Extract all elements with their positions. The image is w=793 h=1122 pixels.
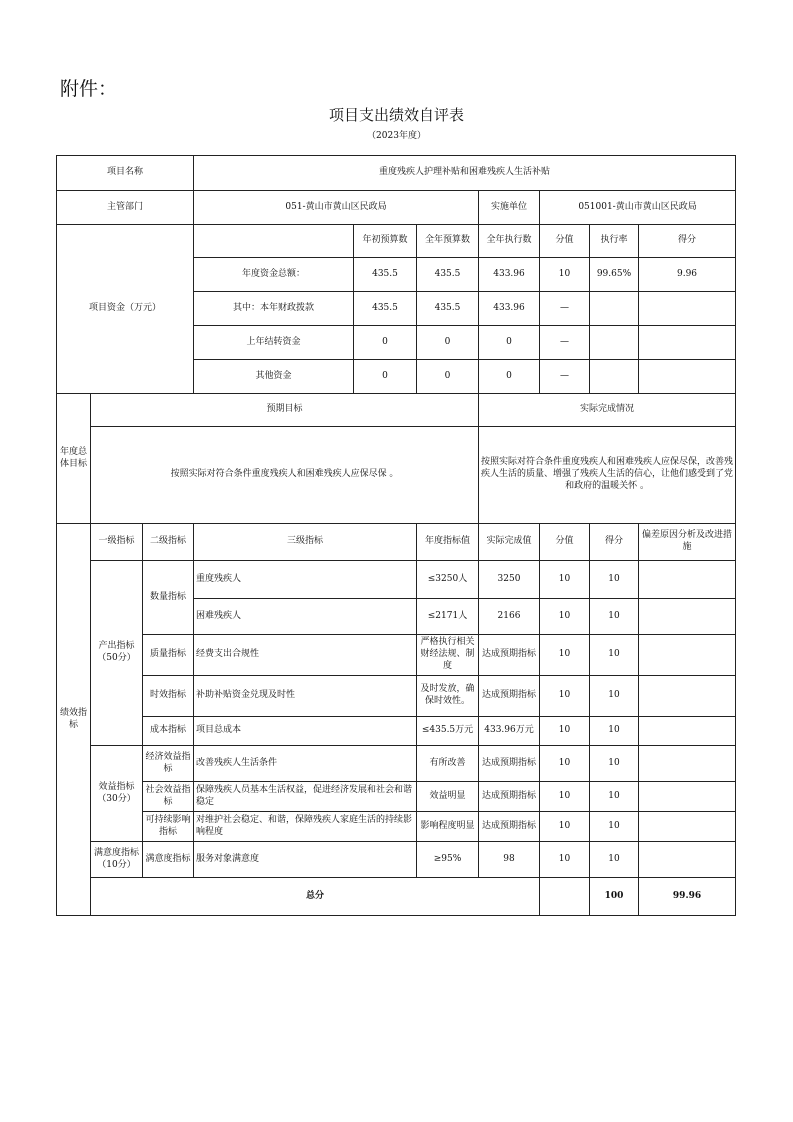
funds-row-score — [639, 292, 736, 326]
header-score: 得分 — [590, 524, 639, 561]
project-label: 项目名称 — [57, 156, 194, 191]
project-value: 重度残疾人护理补贴和困难残疾人生活补贴 — [194, 156, 736, 191]
header-level3: 三级指标 — [194, 524, 417, 561]
funds-row-initial: 0 — [354, 360, 417, 394]
funds-row-initial: 435.5 — [354, 292, 417, 326]
funds-row-executed: 0 — [479, 360, 540, 394]
level2-economic: 经济效益指标 — [143, 746, 194, 782]
total-label: 总分 — [91, 878, 540, 916]
indicator-actual: 达成预期指标 — [479, 635, 540, 676]
funds-header-executed: 全年执行数 — [479, 225, 540, 258]
indicator-actual: 达成预期指标 — [479, 812, 540, 842]
funds-row-initial: 435.5 — [354, 258, 417, 292]
department-row — [57, 191, 736, 225]
indicator-name: 困难残疾人 — [194, 599, 417, 635]
indicator-deviation — [639, 812, 736, 842]
goals-expected-header: 预期目标 — [91, 394, 479, 427]
indicators-header-row — [57, 524, 736, 561]
funds-row-score — [639, 360, 736, 394]
indicator-score: 10 — [590, 561, 639, 599]
page-title: 项目支出绩效自评表 — [328, 106, 464, 124]
indicator-row — [57, 812, 736, 842]
header-deviation: 偏差原因分析及改进措施 — [639, 524, 736, 561]
indicator-deviation — [639, 676, 736, 717]
department-label: 主管部门 — [57, 191, 194, 225]
funds-row-name: 上年结转资金 — [194, 326, 354, 360]
indicator-row — [57, 676, 736, 717]
indicator-target: ≤3250人 — [417, 561, 479, 599]
indicator-deviation — [639, 782, 736, 812]
indicator-score-value: 10 — [540, 599, 590, 635]
total-blank — [540, 878, 590, 916]
goals-actual-header: 实际完成情况 — [479, 394, 736, 427]
funds-label: 项目资金（万元） — [57, 225, 194, 394]
indicator-actual: 2166 — [479, 599, 540, 635]
indicator-deviation — [639, 635, 736, 676]
goals-actual-text: 按照实际对符合条件重度残疾人和困难残疾人应保尽保，改善残疾人生活的质量、增强了残疾人生活的信心，让他们感受到了党和政府的温暖关怀 。 — [479, 427, 736, 524]
indicator-target: 有所改善 — [417, 746, 479, 782]
level2-quality: 质量指标 — [143, 635, 194, 676]
funds-row-annual: 435.5 — [417, 292, 479, 326]
indicator-name: 对维护社会稳定、和谐，保障残疾人家庭生活的持续影响程度 — [194, 812, 417, 842]
indicator-name: 重度残疾人 — [194, 561, 417, 599]
funds-row-score: 9.96 — [639, 258, 736, 292]
funds-row-name: 其他资金 — [194, 360, 354, 394]
indicator-name: 保障残疾人员基本生活权益，促进经济发展和社会和谐稳定 — [194, 782, 417, 812]
goals-expected-text: 按照实际对符合条件重度残疾人和困难残疾人应保尽保 。 — [91, 427, 479, 524]
indicator-actual: 达成预期指标 — [479, 746, 540, 782]
indicator-actual: 98 — [479, 842, 540, 878]
indicator-target: 严格执行相关财经法规、制度 — [417, 635, 479, 676]
group-benefit: 效益指标（30分） — [91, 746, 143, 842]
funds-header-score-value: 分值 — [540, 225, 590, 258]
indicator-actual: 3250 — [479, 561, 540, 599]
indicator-row — [57, 561, 736, 599]
indicator-deviation — [639, 599, 736, 635]
indicator-row — [57, 842, 736, 878]
group-satisfaction: 满意度指标（10分） — [91, 842, 143, 878]
indicator-score-value: 10 — [540, 812, 590, 842]
goals-label: 年度总体目标 — [57, 394, 91, 524]
indicator-name: 经费支出合规性 — [194, 635, 417, 676]
page-subtitle: （2023年度） — [367, 131, 426, 141]
indicator-target: 效益明显 — [417, 782, 479, 812]
department-value: 051-黄山市黄山区民政局 — [194, 191, 479, 225]
funds-header-annual: 全年预算数 — [417, 225, 479, 258]
indicator-score: 10 — [590, 812, 639, 842]
indicator-score-value: 10 — [540, 635, 590, 676]
level2-satisfaction: 满意度指标 — [143, 842, 194, 878]
indicator-target: 及时发放，确保时效性。 — [417, 676, 479, 717]
level2-cost: 成本指标 — [143, 717, 194, 746]
indicator-actual: 433.96万元 — [479, 717, 540, 746]
indicator-score: 10 — [590, 635, 639, 676]
indicator-name: 改善残疾人生活条件 — [194, 746, 417, 782]
indicator-score-value: 10 — [540, 746, 590, 782]
funds-row-rate — [590, 326, 639, 360]
indicator-score-value: 10 — [540, 561, 590, 599]
header-score-value: 分值 — [540, 524, 590, 561]
indicator-name: 项目总成本 — [194, 717, 417, 746]
level2-quantity: 数量指标 — [143, 561, 194, 635]
indicator-target: ≤435.5万元 — [417, 717, 479, 746]
indicator-target: ≤2171人 — [417, 599, 479, 635]
funds-row-rate — [590, 360, 639, 394]
funds-header-rate: 执行率 — [590, 225, 639, 258]
indicator-actual: 达成预期指标 — [479, 782, 540, 812]
funds-row-name: 其中：本年财政拨款 — [194, 292, 354, 326]
funds-row-annual: 0 — [417, 360, 479, 394]
indicator-score-value: 10 — [540, 676, 590, 717]
indicator-name: 补助补贴资金兑现及时性 — [194, 676, 417, 717]
total-row — [57, 878, 736, 916]
funds-row-initial: 0 — [354, 326, 417, 360]
indicator-row — [57, 782, 736, 812]
impl-unit-label: 实施单位 — [479, 191, 540, 225]
funds-row-executed: 433.96 — [479, 258, 540, 292]
indicator-score-value: 10 — [540, 842, 590, 878]
funds-row-rate: 99.65% — [590, 258, 639, 292]
level2-social: 社会效益指标 — [143, 782, 194, 812]
indicator-row — [57, 746, 736, 782]
level2-timeliness: 时效指标 — [143, 676, 194, 717]
indicators-label: 绩效指标 — [57, 524, 91, 916]
indicator-deviation — [639, 717, 736, 746]
funds-header-score: 得分 — [639, 225, 736, 258]
indicator-name: 服务对象满意度 — [194, 842, 417, 878]
funds-row-annual: 435.5 — [417, 258, 479, 292]
funds-header-blank — [194, 225, 354, 258]
impl-unit-value: 051001-黄山市黄山区民政局 — [540, 191, 736, 225]
indicator-score-value: 10 — [540, 717, 590, 746]
funds-header-row — [57, 225, 736, 258]
group-output: 产出指标（50分） — [91, 561, 143, 746]
funds-header-initial: 年初预算数 — [354, 225, 417, 258]
performance-table — [56, 155, 736, 916]
indicator-score: 10 — [590, 717, 639, 746]
funds-row-name: 年度资金总额： — [194, 258, 354, 292]
indicator-target: ≥95% — [417, 842, 479, 878]
indicator-actual: 达成预期指标 — [479, 676, 540, 717]
indicator-target: 影响程度明显 — [417, 812, 479, 842]
goals-content-row — [57, 427, 736, 524]
funds-row-score-value: 10 — [540, 258, 590, 292]
funds-row-score-value: — — [540, 326, 590, 360]
indicator-score: 10 — [590, 782, 639, 812]
funds-row-score — [639, 326, 736, 360]
funds-row-annual: 0 — [417, 326, 479, 360]
indicator-score: 10 — [590, 599, 639, 635]
header-level2: 二级指标 — [143, 524, 194, 561]
indicator-row — [57, 717, 736, 746]
funds-row-score-value: — — [540, 360, 590, 394]
indicator-score: 10 — [590, 676, 639, 717]
funds-row-executed: 0 — [479, 326, 540, 360]
indicator-score: 10 — [590, 746, 639, 782]
funds-row-executed: 433.96 — [479, 292, 540, 326]
header-target: 年度指标值 — [417, 524, 479, 561]
indicator-deviation — [639, 561, 736, 599]
funds-row-score-value: — — [540, 292, 590, 326]
indicator-deviation — [639, 746, 736, 782]
funds-row-rate — [590, 292, 639, 326]
total-score: 99.96 — [639, 878, 736, 916]
indicator-score: 10 — [590, 842, 639, 878]
total-score-value: 100 — [590, 878, 639, 916]
indicator-row — [57, 635, 736, 676]
project-row — [57, 156, 736, 191]
indicator-deviation — [639, 842, 736, 878]
header-level1: 一级指标 — [91, 524, 143, 561]
attachment-label: 附件： — [60, 78, 118, 100]
header-actual: 实际完成值 — [479, 524, 540, 561]
goals-header-row — [57, 394, 736, 427]
indicator-score-value: 10 — [540, 782, 590, 812]
level2-sustainable: 可持续影响指标 — [143, 812, 194, 842]
